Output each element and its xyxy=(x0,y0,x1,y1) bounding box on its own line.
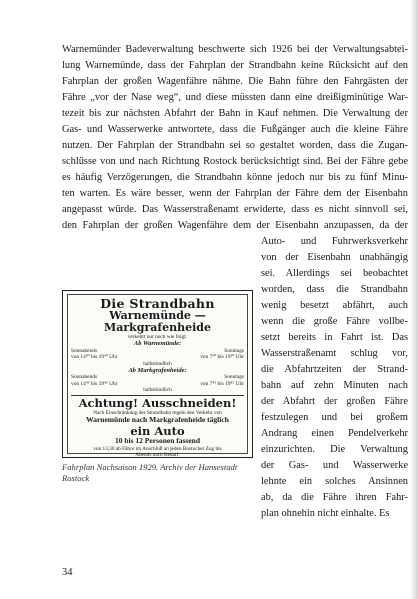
body-line-right: der Abfahrt der großen Fähre xyxy=(261,396,408,407)
ad-capacity: 10 bis 12 Personen fassend xyxy=(114,436,200,446)
ad-day-left: Sonnabends xyxy=(71,374,98,381)
body-line: Fähre „vor der Nase weg“, und diese müssten dann eine dreißigminütige War- xyxy=(62,92,408,103)
body-line-right: plan ohnehin nicht einhalte. Es xyxy=(261,508,390,519)
body-line: lung Warnemünde, dass der Fahrplan der Strandbahn keine Rücksicht auf den xyxy=(62,60,408,71)
body-line-right: Auto- und Fuhrwerksverkehr xyxy=(261,236,408,247)
ad-day-right: Sonntags xyxy=(224,347,244,354)
body-line-right: worden, dass die Strandbahn xyxy=(261,284,408,295)
body-line-right: festzulegen und bei großem xyxy=(261,412,408,423)
body-line-right: ab, da die Fähre ihren Fahr- xyxy=(261,492,408,503)
body-line: tezeit bis zur nächsten Abfahrt der Bahn in Kauf nehmen. Die Verwaltung der xyxy=(62,108,408,119)
ad-frequency: halbstündlich xyxy=(143,360,172,367)
ad-notice-text: Nach Einschränkung der Strandbahn regeln den Verkehr von xyxy=(93,409,222,416)
caption-line: Rostock xyxy=(62,473,90,483)
ad-attention: Achtung! Ausschneiden! xyxy=(78,396,237,411)
body-line-right: die Abfahrtzeiten der Strand- xyxy=(261,364,408,375)
ad-day-left: Sonnabends xyxy=(71,347,98,354)
body-line: ten warten. Es wäre besser, wenn der Fahrplan der Fähre dem der Eisenbahn xyxy=(62,188,408,199)
body-line-right: sei. Allerdings sei beobachtet xyxy=(261,268,408,279)
body-line-right: setzt bereits in Fahrt ist. Das xyxy=(261,332,408,343)
ad-times-left: von 14⁴⁵ bis 19⁴⁵ Uhr xyxy=(71,380,118,387)
body-line-right: der Gas- und Wasserwerke xyxy=(261,460,408,471)
ad-from-warnemuende: Ab Warnemünde: xyxy=(133,340,182,348)
ad-route: Warnemünde — Markgrafenheide xyxy=(104,309,211,334)
timetable-advertisement xyxy=(62,290,253,458)
body-line-right: von der Eisenbahn unabhängig xyxy=(261,252,408,263)
figure-caption xyxy=(62,462,257,484)
page-number: 34 xyxy=(62,567,73,578)
body-line: den Fahrplan der großen Wagenfähre dem der Eisenbahn anzupassen, da der xyxy=(62,220,408,231)
body-line: nutzen. Der Fahrplan der Strandbahn sei so gestaltet worden, dass die Zugan- xyxy=(62,140,408,151)
body-line: Gas- und Wasserwerke antwortete, dass die Fußgänger auch die kleine Fähre xyxy=(62,124,408,135)
body-line: es häufig Verzögerungen, die Strandbahn könne jedoch nur bis zu fünf Minu- xyxy=(62,172,408,183)
body-line-right: einzurichten. Die Verwaltung xyxy=(261,444,408,455)
ad-notice-text: von 13,30 ab Fähre im Anschluß an jeden Rostocker Zug bis xyxy=(93,445,222,452)
body-line-right: wenig besetzt abfährt, auch xyxy=(261,300,408,311)
body-line-right: lehnte ein solches Ansinnen xyxy=(261,476,408,487)
advertisement-frame xyxy=(67,294,248,458)
ad-notice-text: Abends nach Bedarf. xyxy=(135,452,180,458)
body-line: schlüsse von und nach Richtung Rostock berücksichtigt sind. Bei der Fähre gebe xyxy=(62,156,408,167)
ad-title: Die Strandbahn xyxy=(100,296,215,311)
ad-day-right: Sonntags xyxy=(224,374,244,381)
ad-auto: ein Auto xyxy=(130,423,185,438)
body-line-right: bahn auf zehn Minuten nach xyxy=(261,380,408,391)
ad-from-markgrafenheide: Ab Markgrafenheide: xyxy=(128,366,187,374)
ad-times-right: von 7⁴⁵ bis 19⁴⁵ Uhr xyxy=(200,380,244,387)
caption-line: Fahrplan Nachsaison 1929. Archiv der Hansestadt xyxy=(62,462,238,472)
ad-notice-route: Warnemünde nach Markgrafenheide täglich xyxy=(86,415,229,425)
ad-times-left: von 14³⁰ bis 19³⁰ Uhr xyxy=(71,354,118,361)
body-line: Fahrplan der großen Wagenfähre nähme. Die Bahn führe den Fahrgästen der xyxy=(62,76,408,87)
body-line-right: Wasserstraßenamt schlug vor, xyxy=(261,348,408,359)
page-edge-shadow xyxy=(410,0,418,599)
ad-frequency: halbstündlich xyxy=(143,387,172,393)
body-line-right: Andrang einen Pendelverkehr xyxy=(261,428,408,439)
body-line: Warnemünder Badeverwaltung beschwerte sich 1926 bei der Verwaltungsabtei- xyxy=(62,44,408,55)
ad-times-right: von 7³⁰ bis 19³⁰ Uhr xyxy=(200,354,244,361)
body-line-right: wenn die große Fähre vollbe- xyxy=(261,316,408,327)
body-line: angepasst würde. Das Wasserstraßenamt erwiderte, dass es nicht sinnvoll sei, xyxy=(62,204,408,215)
ad-intro: verkehrt nur noch wie folgt: xyxy=(127,334,188,340)
